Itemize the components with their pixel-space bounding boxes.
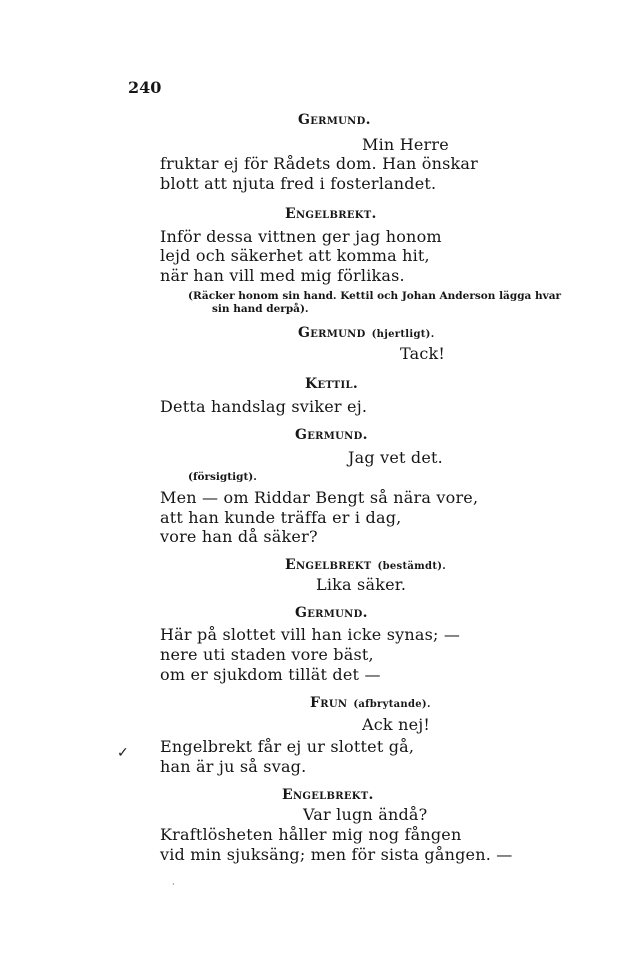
verse-line: Ack nej! <box>362 715 431 734</box>
speaker-name <box>298 113 371 127</box>
verse-line: han är ju så svag. <box>160 757 307 776</box>
speaker-label: Kettil. <box>305 376 358 392</box>
verse-line: Men — om Riddar Bengt så nära vore, <box>160 488 479 507</box>
margin-check-mark: ✓ <box>117 745 129 761</box>
stage-direction: (Räcker honom sin hand. Kettil och Johan Anderson lägga hvar <box>188 290 562 302</box>
speaker-name <box>295 606 368 620</box>
speaker-label: Germund. <box>295 427 368 443</box>
verse-line: Jag vet det. <box>348 448 443 467</box>
page-number: 240 <box>128 78 162 97</box>
verse-line: Lika säker. <box>316 575 407 594</box>
verse-line: lejd och säkerhet att komma hit, <box>160 246 430 265</box>
speaker-stage-direction: (hjertligt). <box>371 329 435 340</box>
verse-line: när han vill med mig förlikas. <box>160 266 405 285</box>
speaker-stage-direction: (afbrytande). <box>353 699 431 710</box>
speaker-name <box>298 326 435 340</box>
verse-line: blott att njuta fred i fosterlandet. <box>160 174 437 193</box>
verse-line: Engelbrekt får ej ur slottet gå, <box>160 737 415 756</box>
speaker-name <box>305 377 358 391</box>
stage-direction: (försigtigt). <box>188 471 257 483</box>
speaker-name <box>295 428 368 442</box>
speaker-name <box>285 207 377 221</box>
verse-line: Min Herre <box>362 135 449 154</box>
ink-speck: · <box>172 880 175 889</box>
speaker-name <box>282 788 374 802</box>
speaker-label: Engelbrekt. <box>285 206 377 222</box>
speaker-name <box>310 696 431 710</box>
verse-line: Här på slottet vill han icke synas; — <box>160 625 461 644</box>
verse-line: Tack! <box>400 344 446 363</box>
speaker-label: Engelbrekt <box>285 557 372 573</box>
verse-line: om er sjukdom tillät det — <box>160 665 381 684</box>
speaker-label: Engelbrekt. <box>282 787 374 803</box>
verse-line: vid min sjuksäng; men för sista gången. — <box>160 845 513 864</box>
verse-line: nere uti staden vore bäst, <box>160 645 374 664</box>
speaker-label: Germund. <box>298 112 371 128</box>
speaker-label: Germund <box>298 325 366 341</box>
verse-line: Var lugn ändå? <box>303 805 428 824</box>
verse-line: Kraftlösheten håller mig nog fången <box>160 825 462 844</box>
verse-line: Detta handslag sviker ej. <box>160 397 368 416</box>
verse-line: att han kunde träffa er i dag, <box>160 508 402 527</box>
stage-direction: sin hand derpå). <box>212 303 309 315</box>
verse-line: fruktar ej för Rådets dom. Han önskar <box>160 154 479 173</box>
verse-line: Inför dessa vittnen ger jag honom <box>160 227 442 246</box>
verse-line: vore han då säker? <box>160 527 318 546</box>
speaker-stage-direction: (bestämdt). <box>377 561 447 572</box>
speaker-label: Germund. <box>295 605 368 621</box>
speaker-name <box>285 558 446 572</box>
speaker-label: Frun <box>310 695 348 711</box>
